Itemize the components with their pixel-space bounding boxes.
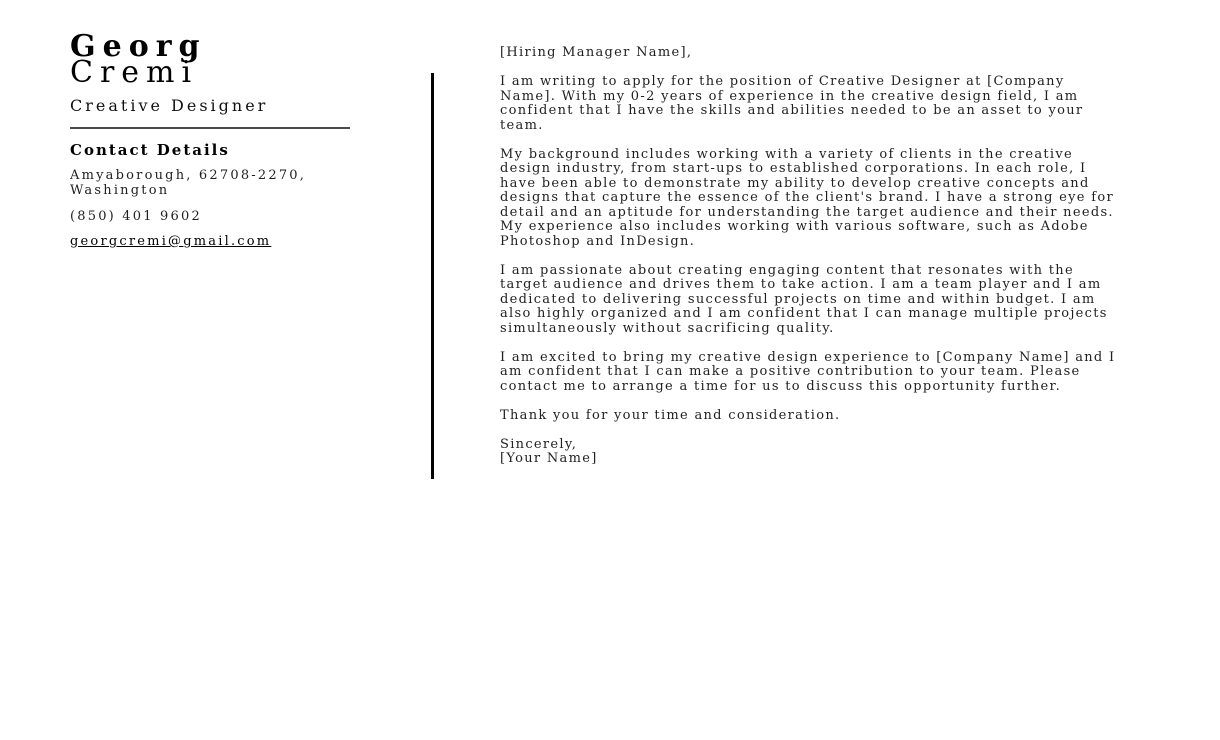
candidate-first-name: Georg — [70, 29, 207, 64]
letter-body — [500, 46, 1122, 481]
contact-details-heading: Contact Details — [70, 141, 230, 159]
vertical-divider — [431, 73, 434, 479]
contact-address: Amyaborough, 62708-2270, Washington — [70, 168, 307, 198]
letter-paragraph: I am writing to apply for the position of Creative Designer at [Company Name]. With my 0-2 years of experience in the creative design field, I am confident that I have the skills and abilities needed to be an asset to your team. — [500, 74, 1084, 133]
candidate-last-name: Cremi — [70, 55, 199, 90]
letter-paragraph: My background includes working with a variety of clients in the creative design industry, from start-ups to established corporations. In each role, I have been able to demonstrate my ability to develop creative concepts and designs that capture the essence of the client's brand. I have a strong eye for detail and an aptitude for understanding the target audience and their needs. My experience also includes working with various software, such as Adobe Photoshop and InDesign. — [500, 146, 1114, 249]
letter-salutation: [Hiring Manager Name], — [500, 45, 693, 60]
candidate-name — [70, 29, 354, 90]
letter-closing: Sincerely, — [500, 436, 578, 452]
sidebar-divider-rule — [70, 127, 350, 129]
letter-paragraph: Thank you for your time and consideration. — [500, 407, 841, 423]
letter-paragraph: I am excited to bring my creative design experience to [Company Name] and I am confident that I can make a positive contribution to your team. Please contact me to arrange a time for us to discuss this opportunity further. — [500, 349, 1116, 394]
letter-paragraph: I am passionate about creating engaging content that resonates with the target audience and drives them to take action. I am a team player and I am dedicated to delivering successful projects on time and within budget. I am also highly organized and I am confident that I can manage multiple projects simultaneously without sacrificing quality. — [500, 262, 1108, 336]
contact-email-line — [70, 234, 354, 249]
contact-phone: (850) 401 9602 — [70, 209, 202, 224]
contact-email-link[interactable]: georgcremi@gmail.com — [70, 234, 272, 249]
letter-closing-block — [500, 438, 1122, 467]
sidebar — [70, 29, 354, 249]
letter-signature: [Your Name] — [500, 451, 598, 466]
job-title: Creative Designer — [70, 96, 269, 115]
